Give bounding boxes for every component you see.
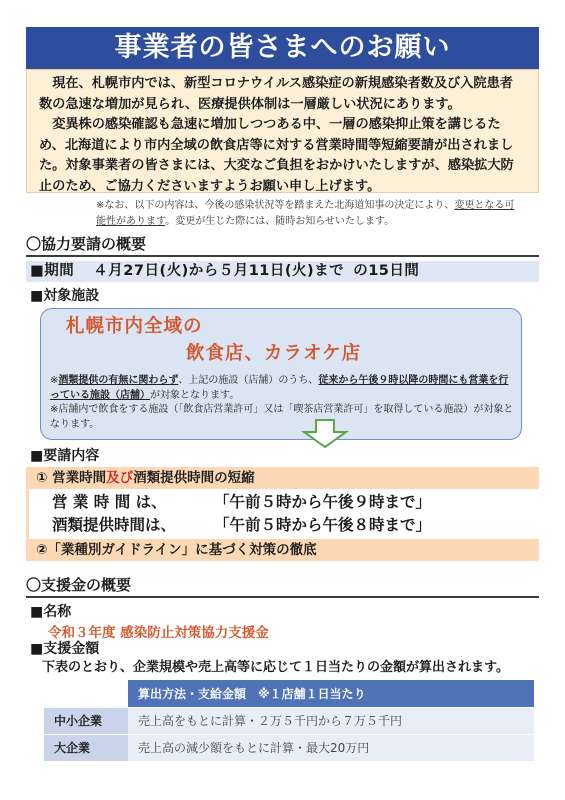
section-divider	[26, 596, 539, 598]
request-item-1-red: 及び	[106, 470, 134, 486]
note-underline-1: 酒類提供の有無に関わらず	[58, 375, 179, 386]
note-text-2: が対象となります。	[150, 389, 240, 401]
table-header-row	[44, 680, 534, 707]
request-item-1-text-b: 酒類提供時間の短縮	[133, 470, 255, 486]
section-heading-outline: 〇協力要請の概要	[26, 235, 147, 253]
subsidy-name-heading: ■名称	[30, 604, 72, 620]
change-notice-underlined: 変更となる可能性があります	[96, 200, 515, 227]
facility-area: 札幌市内全域の	[66, 316, 203, 337]
period-suffix: の15日間	[353, 263, 420, 279]
request-heading: ■要請内容	[30, 448, 100, 464]
subsidy-amount-desc: 下表のとおり、企業規模や売上高等に応じて１日当たりの金額が算出されます。	[42, 660, 509, 675]
row-value-sme: 売上高をもとに計算・２万５千円から７万５千円	[128, 707, 534, 734]
request-item-2: ②「業種別ガイドライン」に基づく対策の徹底	[26, 539, 539, 561]
intro-paragraph-1: 現在、札幌市内では、新型コロナウイルス感染症の新規感染者数及び入院患者数の急速な増加が見られ、医療提供体制は一層厳しい状況にあります。	[39, 76, 513, 112]
table-row	[44, 707, 534, 734]
subsidy-name: 令和３年度 感染防止対策協力支援金	[48, 625, 269, 641]
facility-types: 飲食店、カラオケ店	[186, 343, 362, 364]
business-hours-value: 「午前５時から午後９時まで」	[214, 493, 432, 511]
alcohol-hours-label: 酒類提供時間は、	[52, 516, 177, 534]
row-value-large: 売上高の減少額をもとに計算・最大20万円	[128, 734, 534, 761]
section-heading-subsidy: 〇支援金の概要	[26, 576, 132, 594]
period-bar	[26, 261, 539, 282]
change-notice-prefix: ※なお、以下の内容は、今後の感染状況等を踏まえた北海道知事の決定により、	[96, 200, 455, 211]
section-divider	[26, 255, 539, 257]
subsidy-table	[44, 680, 534, 762]
page-title: 事業者の皆さまへのお願い	[26, 27, 539, 69]
facility-note-1	[50, 374, 516, 403]
table-row	[44, 734, 534, 761]
row-label-sme: 中小企業	[44, 707, 128, 734]
facility-heading: ■対象施設	[30, 288, 100, 304]
request-item-1-text-a: ① 営業時間	[36, 470, 107, 486]
facility-note-2: ※店舗内で飲食をする施設（「飲食店営業許可」又は「喫茶店営業許可」を取得している施設）が対象となります。	[50, 404, 514, 430]
period-label: ■期間	[30, 263, 75, 279]
request-item-1	[26, 467, 539, 489]
row-label-large: 大企業	[44, 734, 128, 761]
note-text-1: 、上記の施設（店舗）のうち、	[178, 375, 319, 386]
subsidy-amount-heading: ■支援金額	[30, 641, 100, 657]
note-mark: ※	[50, 375, 59, 386]
business-hours-label: 営 業 時 間 は、	[52, 493, 167, 511]
change-notice-suffix: 。変更が生じた際には、随時お知らせいたします。	[165, 216, 395, 227]
table-corner	[44, 680, 128, 707]
change-notice	[96, 198, 516, 230]
note-underline-2: 従来から午後９時以降の時間にも営業を行っている施設（店舗）	[50, 375, 509, 401]
intro-paragraph-2: 変異株の感染確認も急速に増加しつつある中、一層の感染抑止策を講じるため、北海道により市内全域の飲食店等に対する営業時間等短縮要請が出されました。対象事業者の皆さまには、大変なご負担をおかけいたしますが、感染拡大防止のため、ご協力くださいますようお願い申し上げます。	[39, 117, 514, 194]
alcohol-hours-value: 「午前５時から午後８時まで」	[214, 516, 432, 534]
table-header-cell: 算出方法・支給金額 ※１店舗１日当たり	[128, 680, 534, 707]
request-side-rule	[26, 489, 29, 539]
intro-box	[26, 69, 539, 193]
period-value: ４月27日(火)から５月11日(火)まで	[93, 263, 345, 279]
facility-notes	[50, 374, 516, 432]
